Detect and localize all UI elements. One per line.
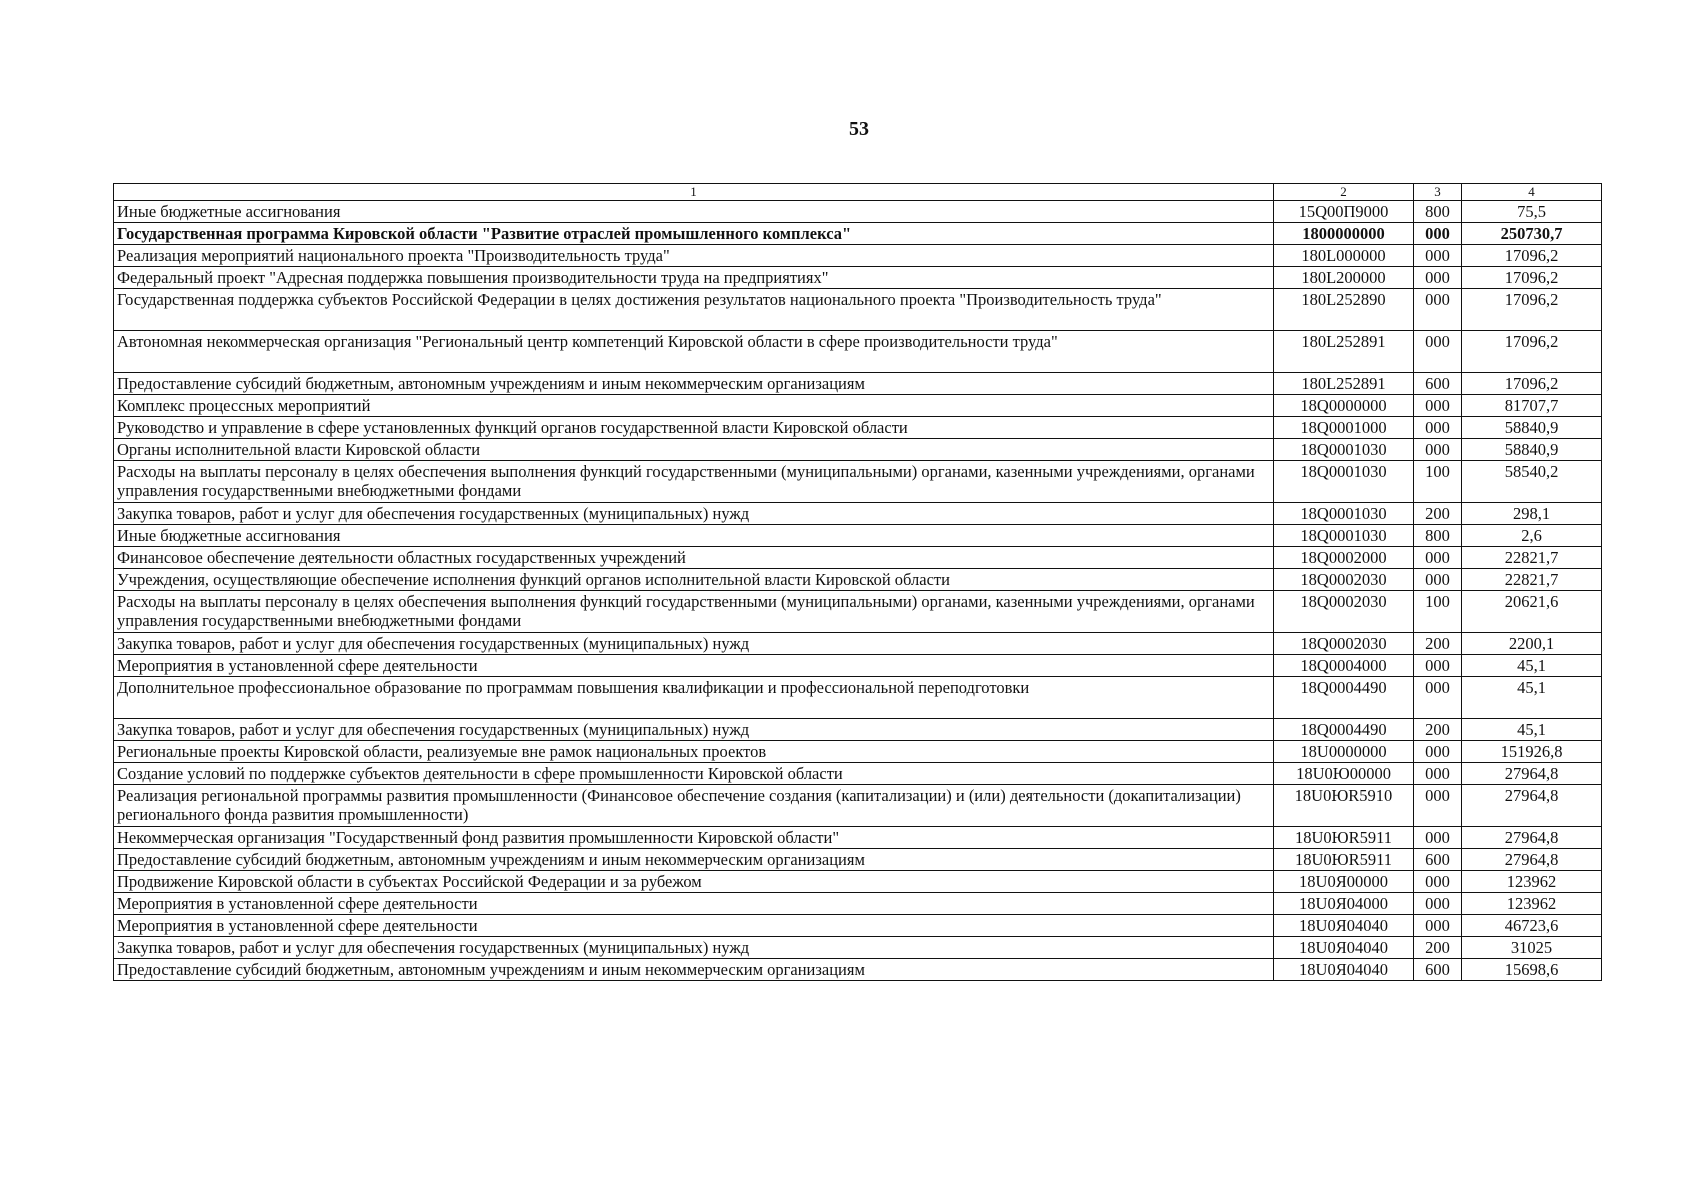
row-code-cell: 18Q0002030 xyxy=(1274,569,1414,591)
row-name-cell: Предоставление субсидий бюджетным, автономным учреждениям и иным некоммерческим организациям xyxy=(114,849,1274,871)
table-row xyxy=(114,525,1602,547)
column-header-code: 2 xyxy=(1274,184,1414,201)
row-amount-cell: 46723,6 xyxy=(1462,915,1602,937)
row-group-cell: 000 xyxy=(1414,893,1462,915)
row-amount-cell: 22821,7 xyxy=(1462,569,1602,591)
column-header-name: 1 xyxy=(114,184,1274,201)
row-group-cell: 000 xyxy=(1414,785,1462,827)
table-row xyxy=(114,677,1602,719)
row-group-cell: 000 xyxy=(1414,245,1462,267)
row-name-cell: Финансовое обеспечение деятельности областных государственных учреждений xyxy=(114,547,1274,569)
row-code-cell: 18Q0000000 xyxy=(1274,395,1414,417)
row-group-cell: 000 xyxy=(1414,395,1462,417)
table-row xyxy=(114,439,1602,461)
table-row xyxy=(114,591,1602,633)
row-name-cell: Государственная поддержка субъектов Российской Федерации в целях достижения результатов национального проекта "Производительность труда" xyxy=(114,289,1274,331)
row-name-cell: Иные бюджетные ассигнования xyxy=(114,201,1274,223)
row-code-cell: 18Q0004490 xyxy=(1274,677,1414,719)
row-amount-cell: 45,1 xyxy=(1462,719,1602,741)
row-amount-cell: 17096,2 xyxy=(1462,267,1602,289)
row-group-cell: 000 xyxy=(1414,871,1462,893)
row-group-cell: 600 xyxy=(1414,959,1462,981)
table-row xyxy=(114,289,1602,331)
row-name-cell: Руководство и управление в сфере установленных функций органов государственной власти Кировской области xyxy=(114,417,1274,439)
row-name-cell: Реализация региональной программы развития промышленности (Финансовое обеспечение создания (капитализации) и (или) деятельности (докапитализации) регионального фонда развития промышленности) xyxy=(114,785,1274,827)
row-name-cell: Дополнительное профессиональное образование по программам повышения квалификации и профессиональной переподготовки xyxy=(114,677,1274,719)
row-group-cell: 800 xyxy=(1414,525,1462,547)
table-row xyxy=(114,417,1602,439)
row-code-cell: 18Q0001030 xyxy=(1274,439,1414,461)
row-code-cell: 18U0Ю00000 xyxy=(1274,763,1414,785)
row-amount-cell: 17096,2 xyxy=(1462,373,1602,395)
row-amount-cell: 151926,8 xyxy=(1462,741,1602,763)
row-code-cell: 18U0Я04000 xyxy=(1274,893,1414,915)
row-amount-cell: 75,5 xyxy=(1462,201,1602,223)
table-row xyxy=(114,267,1602,289)
table-row xyxy=(114,395,1602,417)
row-group-cell: 000 xyxy=(1414,223,1462,245)
row-name-cell: Государственная программа Кировской области "Развитие отраслей промышленного комплекса" xyxy=(114,223,1274,245)
row-amount-cell: 22821,7 xyxy=(1462,547,1602,569)
row-name-cell: Комплекс процессных мероприятий xyxy=(114,395,1274,417)
row-group-cell: 000 xyxy=(1414,569,1462,591)
row-amount-cell: 45,1 xyxy=(1462,655,1602,677)
table-row xyxy=(114,331,1602,373)
row-amount-cell: 81707,7 xyxy=(1462,395,1602,417)
row-name-cell: Федеральный проект "Адресная поддержка повышения производительности труда на предприятиях" xyxy=(114,267,1274,289)
table-row xyxy=(114,763,1602,785)
table-row xyxy=(114,849,1602,871)
row-group-cell: 000 xyxy=(1414,827,1462,849)
row-name-cell: Региональные проекты Кировской области, реализуемые вне рамок национальных проектов xyxy=(114,741,1274,763)
row-group-cell: 200 xyxy=(1414,719,1462,741)
table-row xyxy=(114,893,1602,915)
row-name-cell: Мероприятия в установленной сфере деятельности xyxy=(114,655,1274,677)
row-name-cell: Закупка товаров, работ и услуг для обеспечения государственных (муниципальных) нужд xyxy=(114,633,1274,655)
row-name-cell: Мероприятия в установленной сфере деятельности xyxy=(114,893,1274,915)
row-code-cell: 18U0Я04040 xyxy=(1274,959,1414,981)
budget-table xyxy=(113,183,1602,981)
row-name-cell: Мероприятия в установленной сфере деятельности xyxy=(114,915,1274,937)
row-amount-cell: 58540,2 xyxy=(1462,461,1602,503)
table-row xyxy=(114,373,1602,395)
row-group-cell: 200 xyxy=(1414,503,1462,525)
table-row xyxy=(114,719,1602,741)
row-code-cell: 18Q0001030 xyxy=(1274,525,1414,547)
row-group-cell: 800 xyxy=(1414,201,1462,223)
row-amount-cell: 58840,9 xyxy=(1462,417,1602,439)
row-name-cell: Некоммерческая организация "Государственный фонд развития промышленности Кировской области" xyxy=(114,827,1274,849)
row-name-cell: Закупка товаров, работ и услуг для обеспечения государственных (муниципальных) нужд xyxy=(114,937,1274,959)
row-amount-cell: 27964,8 xyxy=(1462,849,1602,871)
row-code-cell: 18Q0004490 xyxy=(1274,719,1414,741)
row-code-cell: 18U0ЮR5910 xyxy=(1274,785,1414,827)
row-amount-cell: 2200,1 xyxy=(1462,633,1602,655)
row-code-cell: 1800000000 xyxy=(1274,223,1414,245)
table-row xyxy=(114,569,1602,591)
row-amount-cell: 20621,6 xyxy=(1462,591,1602,633)
row-amount-cell: 123962 xyxy=(1462,871,1602,893)
row-name-cell: Закупка товаров, работ и услуг для обеспечения государственных (муниципальных) нужд xyxy=(114,719,1274,741)
row-code-cell: 18Q0002030 xyxy=(1274,633,1414,655)
table-row xyxy=(114,827,1602,849)
row-name-cell: Иные бюджетные ассигнования xyxy=(114,525,1274,547)
table-row xyxy=(114,959,1602,981)
row-code-cell: 18U0ЮR5911 xyxy=(1274,827,1414,849)
table-row xyxy=(114,785,1602,827)
column-header-amount: 4 xyxy=(1462,184,1602,201)
row-code-cell: 18U0ЮR5911 xyxy=(1274,849,1414,871)
row-code-cell: 18Q0002000 xyxy=(1274,547,1414,569)
table-row xyxy=(114,201,1602,223)
row-amount-cell: 15698,6 xyxy=(1462,959,1602,981)
row-amount-cell: 31025 xyxy=(1462,937,1602,959)
table-row xyxy=(114,461,1602,503)
row-group-cell: 600 xyxy=(1414,849,1462,871)
row-amount-cell: 17096,2 xyxy=(1462,331,1602,373)
row-code-cell: 18Q0002030 xyxy=(1274,591,1414,633)
table-row xyxy=(114,655,1602,677)
row-group-cell: 000 xyxy=(1414,331,1462,373)
row-code-cell: 18Q0001030 xyxy=(1274,461,1414,503)
row-code-cell: 18Q0001030 xyxy=(1274,503,1414,525)
row-amount-cell: 2,6 xyxy=(1462,525,1602,547)
row-amount-cell: 45,1 xyxy=(1462,677,1602,719)
row-code-cell: 180L200000 xyxy=(1274,267,1414,289)
table-header-row xyxy=(114,184,1602,201)
row-name-cell: Органы исполнительной власти Кировской области xyxy=(114,439,1274,461)
row-name-cell: Расходы на выплаты персоналу в целях обеспечения выполнения функций государственными (муниципальными) органами, казенными учреждениями, органами управления государственными внебюджетными фондами xyxy=(114,591,1274,633)
row-group-cell: 000 xyxy=(1414,417,1462,439)
row-amount-cell: 17096,2 xyxy=(1462,245,1602,267)
row-code-cell: 18U0Я00000 xyxy=(1274,871,1414,893)
table-row xyxy=(114,871,1602,893)
row-amount-cell: 58840,9 xyxy=(1462,439,1602,461)
row-code-cell: 180L252890 xyxy=(1274,289,1414,331)
row-code-cell: 18U0Я04040 xyxy=(1274,937,1414,959)
row-group-cell: 000 xyxy=(1414,267,1462,289)
row-group-cell: 000 xyxy=(1414,655,1462,677)
table-row xyxy=(114,915,1602,937)
row-group-cell: 000 xyxy=(1414,915,1462,937)
table-row xyxy=(114,741,1602,763)
page-number: 53 xyxy=(849,118,869,140)
row-group-cell: 000 xyxy=(1414,763,1462,785)
row-group-cell: 100 xyxy=(1414,591,1462,633)
row-amount-cell: 17096,2 xyxy=(1462,289,1602,331)
row-name-cell: Продвижение Кировской области в субъектах Российской Федерации и за рубежом xyxy=(114,871,1274,893)
row-group-cell: 600 xyxy=(1414,373,1462,395)
row-code-cell: 18U0Я04040 xyxy=(1274,915,1414,937)
row-code-cell: 180L252891 xyxy=(1274,331,1414,373)
row-group-cell: 000 xyxy=(1414,677,1462,719)
row-name-cell: Создание условий по поддержке субъектов деятельности в сфере промышленности Кировской области xyxy=(114,763,1274,785)
row-group-cell: 000 xyxy=(1414,289,1462,331)
row-code-cell: 15Q00П9000 xyxy=(1274,201,1414,223)
table-row xyxy=(114,547,1602,569)
row-amount-cell: 27964,8 xyxy=(1462,827,1602,849)
row-group-cell: 100 xyxy=(1414,461,1462,503)
row-name-cell: Учреждения, осуществляющие обеспечение исполнения функций органов исполнительной власти Кировской области xyxy=(114,569,1274,591)
row-group-cell: 000 xyxy=(1414,741,1462,763)
table-row xyxy=(114,503,1602,525)
row-amount-cell: 250730,7 xyxy=(1462,223,1602,245)
table-row xyxy=(114,245,1602,267)
column-header-group: 3 xyxy=(1414,184,1462,201)
row-amount-cell: 298,1 xyxy=(1462,503,1602,525)
row-name-cell: Реализация мероприятий национального проекта "Производительность труда" xyxy=(114,245,1274,267)
row-group-cell: 000 xyxy=(1414,439,1462,461)
row-group-cell: 200 xyxy=(1414,937,1462,959)
table-row xyxy=(114,633,1602,655)
row-code-cell: 180L252891 xyxy=(1274,373,1414,395)
row-group-cell: 000 xyxy=(1414,547,1462,569)
row-name-cell: Расходы на выплаты персоналу в целях обеспечения выполнения функций государственными (муниципальными) органами, казенными учреждениями, органами управления государственными внебюджетными фондами xyxy=(114,461,1274,503)
table-row xyxy=(114,223,1602,245)
row-group-cell: 200 xyxy=(1414,633,1462,655)
row-name-cell: Предоставление субсидий бюджетным, автономным учреждениям и иным некоммерческим организациям xyxy=(114,959,1274,981)
row-code-cell: 18U0000000 xyxy=(1274,741,1414,763)
row-name-cell: Предоставление субсидий бюджетным, автономным учреждениям и иным некоммерческим организациям xyxy=(114,373,1274,395)
row-amount-cell: 123962 xyxy=(1462,893,1602,915)
row-amount-cell: 27964,8 xyxy=(1462,763,1602,785)
row-code-cell: 18Q0001000 xyxy=(1274,417,1414,439)
row-code-cell: 180L000000 xyxy=(1274,245,1414,267)
table-row xyxy=(114,937,1602,959)
row-amount-cell: 27964,8 xyxy=(1462,785,1602,827)
row-name-cell: Автономная некоммерческая организация "Региональный центр компетенций Кировской области в сфере производительности труда" xyxy=(114,331,1274,373)
row-name-cell: Закупка товаров, работ и услуг для обеспечения государственных (муниципальных) нужд xyxy=(114,503,1274,525)
row-code-cell: 18Q0004000 xyxy=(1274,655,1414,677)
